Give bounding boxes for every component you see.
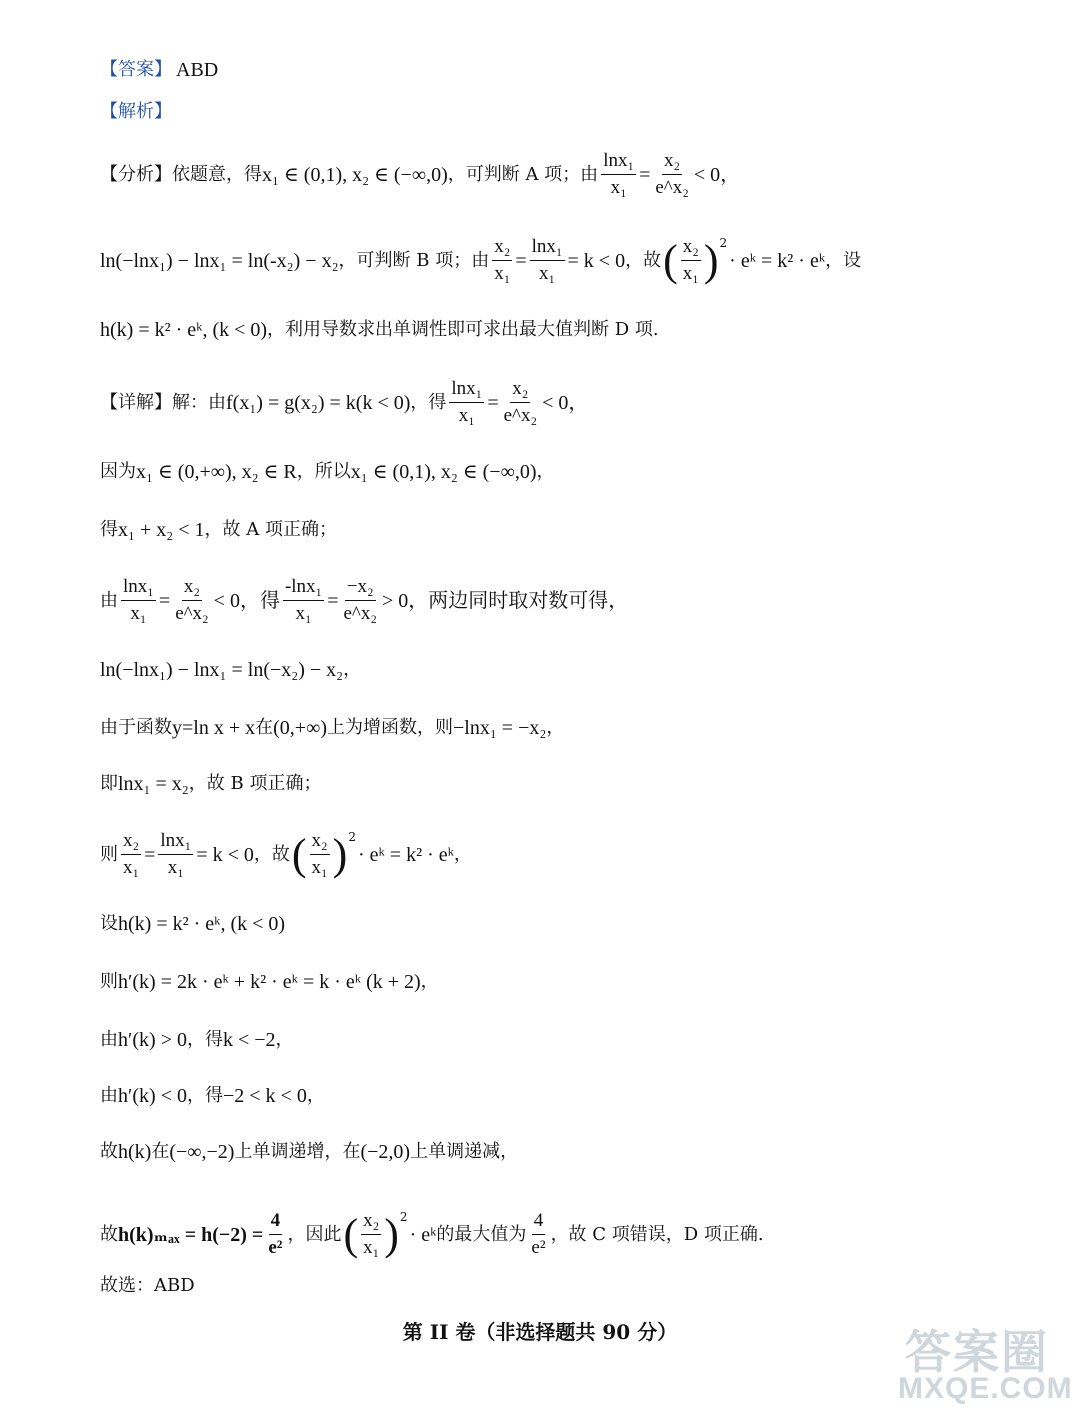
detail-line-2 [100, 460, 555, 484]
detail-line-11 [100, 1028, 294, 1052]
math: x₁ + x₂ < 1 [118, 519, 205, 541]
text: 得 [100, 519, 118, 540]
analysis-heading [100, 100, 172, 124]
math: x₁ ∈ (0,+∞), x₂ ∈ R [136, 461, 297, 483]
math: h(k) = k² · eᵏ, (k < 0) [118, 913, 286, 935]
text: ，设 [825, 249, 862, 271]
text: ，故 C 项错误，D 项正确. [550, 1223, 764, 1245]
math: x₁ ∈ (0,1), x₂ ∈ (−∞,0) [350, 461, 537, 483]
text: 解：由 [172, 391, 226, 413]
text: ，可判断 A 项；由 [447, 163, 599, 185]
fraction: $\frac{\text{−x₂}}{\text{e\textasciicircum{}x₂}}$ [343, 576, 377, 624]
fraction: $\frac{\text{x₂}}{\text{e\textasciicircum{}x₂}}$ [503, 378, 538, 426]
text: 由 [100, 1029, 118, 1050]
math: h′(k) = 2k · eᵏ + k² · eᵏ = k · eᵏ (k + 2) [118, 971, 421, 993]
detail-line-9 [100, 912, 285, 936]
text: ，可判断 B 项；由 [338, 249, 490, 271]
math: lnx₁ = x₂ [118, 773, 189, 795]
fraction: $\frac{\text{lnx₁}}{\text{x₁}}$ [451, 378, 483, 426]
fraction: $\frac{\text{-lnx₁}}{\text{x₁}}$ [284, 576, 323, 624]
math: k < −2 [222, 1029, 276, 1051]
detail-line-5 [100, 658, 361, 682]
text: 在 [151, 1141, 170, 1162]
math: f(x₁) = g(x₂) = k(k < 0) [226, 391, 411, 414]
detail-line-10 [100, 970, 439, 994]
detail-line-4: 由 $\frac{\text{lnx₁}}{\text{x₁}}$ = $\frac{\text{x₂}}{\text{e\textasciicircum{}x₂}}$ < 0，得 $\frac{\text{-lnx₁}}{\text{x₁}}$ = $\frac{\text{−x₂}}{\text{e\textasciicircum{}x₂}}$ > 0，两边同时取对数可得， [100, 576, 629, 624]
text: ，因此 [287, 1223, 342, 1245]
math: h(k) [118, 1141, 152, 1163]
math: −lnx₁ = −x₂ [452, 717, 547, 739]
math: x₁ ∈ (0,1), x₂ ∈ (−∞,0) [262, 163, 448, 186]
detail-line-8: 则 $\frac{\text{x₂}}{\text{x₁}}$ = $\frac{\text{lnx₁}}{\text{x₁}}$ = k < 0 ，故 ( $\frac{\text{x₂}}{\text{x₁}}$ ) 2 · eᵏ = k² · eᵏ ， [100, 829, 472, 879]
fraction: $\frac{\text{lnx₁}}{\text{x₁}}$ [531, 236, 563, 284]
math: y=ln x + x [172, 717, 256, 739]
paren-fraction: ( $\frac{\text{x₂}}{\text{x₁}}$ ) 2 [343, 1209, 408, 1259]
detail-line-3 [100, 518, 337, 542]
math: (−∞,−2) [169, 1141, 235, 1163]
detail-line-7 [100, 772, 321, 796]
math: · eᵏ = k² · eᵏ [357, 843, 454, 866]
math: < 0，得 [213, 589, 280, 612]
watermark-logo: 答案圈 [905, 1326, 1049, 1378]
analysis-line-1 [100, 150, 740, 199]
math: h′(k) < 0 [118, 1085, 187, 1107]
analysis-label: 【解析】 [100, 101, 172, 122]
math: ln(−lnx₁) − lnx₁ = ln(-x₂) − x₂ [100, 249, 339, 272]
math: ln(−lnx₁) − lnx₁ = ln(−x₂) − x₂ [100, 659, 344, 681]
text: ，故 [625, 249, 662, 271]
text: 因为 [100, 461, 136, 482]
math: = k < 0 [567, 249, 626, 272]
math: (−2,0) [360, 1141, 411, 1163]
text: 上单调递增，在 [234, 1141, 361, 1162]
text: 故 [100, 1141, 118, 1162]
text: 由于函数 [100, 717, 172, 738]
math: h(k)ₘₐₓ = h(−2) = [118, 1223, 264, 1246]
detail-line-12 [100, 1084, 325, 1108]
fraction: $\frac{\text{lnx₁}}{\text{x₁}}$ [603, 150, 635, 198]
detail-line-1: 【详解】 解：由 f(x₁) = g(x₂) = k(k < 0) ，得 $\frac{\text{lnx₁}}{\text{x₁}}$ = $\frac{\text{x₂}}{\text{e\textasciicircum{}x₂}}$ < 0， [100, 378, 589, 426]
math: = [639, 163, 651, 186]
math: (0,+∞) [273, 717, 327, 739]
math: < 0， [693, 163, 741, 186]
text: 设 [100, 913, 118, 934]
fraction: $\frac{4}{\text{e²}}$ [268, 1210, 283, 1258]
text: 故 [100, 1223, 118, 1245]
detail-tag: 【详解】 [100, 391, 172, 413]
text: 上为增函数，则 [326, 717, 453, 738]
fraction: $\frac{\text{x₂}}{\text{x₁}}$ [123, 830, 140, 878]
math: < 0， [542, 391, 589, 414]
answer-label: 【答案】 [100, 59, 172, 80]
text: ， [453, 843, 472, 865]
fraction: $\frac{\text{lnx₁}}{\text{x₁}}$ [160, 830, 192, 878]
analysis-line-3 [100, 318, 659, 342]
text: ，得 [186, 1029, 223, 1050]
watermark-url: MXQE.COM [898, 1372, 1073, 1405]
detail-line-14 [100, 1210, 764, 1259]
text: ， [536, 461, 555, 482]
text: ，故 [253, 843, 290, 865]
fraction: $\frac{\text{x₂}}{\text{x₁}}$ [494, 236, 511, 284]
text: ，故 A 项正确； [204, 519, 337, 540]
text: ， [546, 717, 565, 738]
math: · eᵏ = k² · eᵏ [729, 249, 826, 272]
math: h(k) = k² · eᵏ, (k < 0) [100, 319, 268, 341]
math: = k < 0 [196, 843, 254, 866]
text: 则 [100, 843, 118, 865]
text: ， [420, 971, 439, 992]
detail-line-15 [100, 1274, 195, 1298]
text: 故选：ABD [100, 1275, 195, 1296]
detail-line-13 [100, 1140, 518, 1164]
text: ， [306, 1085, 325, 1106]
text: 则 [100, 971, 118, 992]
analysis-line-2: ln(−lnx₁) − lnx₁ = ln(-x₂) − x₂ ，可判断 B 项；由 $\frac{\text{x₂}}{\text{x₁}}$ = $\frac{\text{lnx₁}}{\text{x₁}}$ = k < 0 ，故 ( $\frac{\text{x₂}}{\text{x₁}}$ ) 2 · eᵏ = k² · eᵏ ，设 [100, 235, 862, 285]
paren-fraction: ( $\frac{\text{x₂}}{\text{x₁}}$ ) 2 [663, 235, 728, 285]
answer-value: ABD [176, 59, 219, 81]
text: 依题意，得 [172, 163, 262, 185]
text: 由 [100, 1085, 118, 1106]
analysis-tag: 【分析】 [100, 163, 172, 185]
text: 在 [255, 717, 274, 738]
paren-fraction: ( $\frac{\text{x₂}}{\text{x₁}}$ ) 2 [291, 829, 356, 879]
detail-line-6 [100, 716, 564, 740]
text: ， [275, 1029, 294, 1050]
math: h′(k) > 0 [118, 1029, 187, 1051]
fraction: $\frac{\text{x₂}}{\text{e\textasciicircum{}x₂}}$ [175, 576, 209, 624]
math: −2 < k < 0 [222, 1085, 307, 1107]
text: 上单调递减， [410, 1141, 519, 1162]
fraction: $\frac{\text{lnx₁}}{\text{x₁}}$ [123, 576, 154, 624]
text: ，得 [410, 391, 447, 413]
answer-line [100, 58, 218, 82]
fraction: $\frac{\text{x₂}}{\text{e\textasciicircum{}x₂}}$ [655, 150, 689, 198]
text: 由 [100, 589, 118, 611]
text: ，故 B 项正确； [188, 773, 322, 794]
text: ， [343, 659, 362, 680]
text: ，所以 [296, 461, 351, 482]
math: · eᵏ [409, 1223, 437, 1246]
text: 即 [100, 773, 118, 794]
fraction: $\frac{4}{\text{e²}}$ [531, 1210, 546, 1258]
text: 的最大值为 [436, 1223, 527, 1245]
text: ，利用导数求出单调性即可求出最大值判断 D 项. [267, 319, 659, 340]
section-title: 第 II 卷（非选择题共 90 分） [402, 1320, 678, 1344]
text: ，得 [186, 1085, 223, 1106]
math: > 0，两边同时取对数可得， [381, 589, 629, 612]
